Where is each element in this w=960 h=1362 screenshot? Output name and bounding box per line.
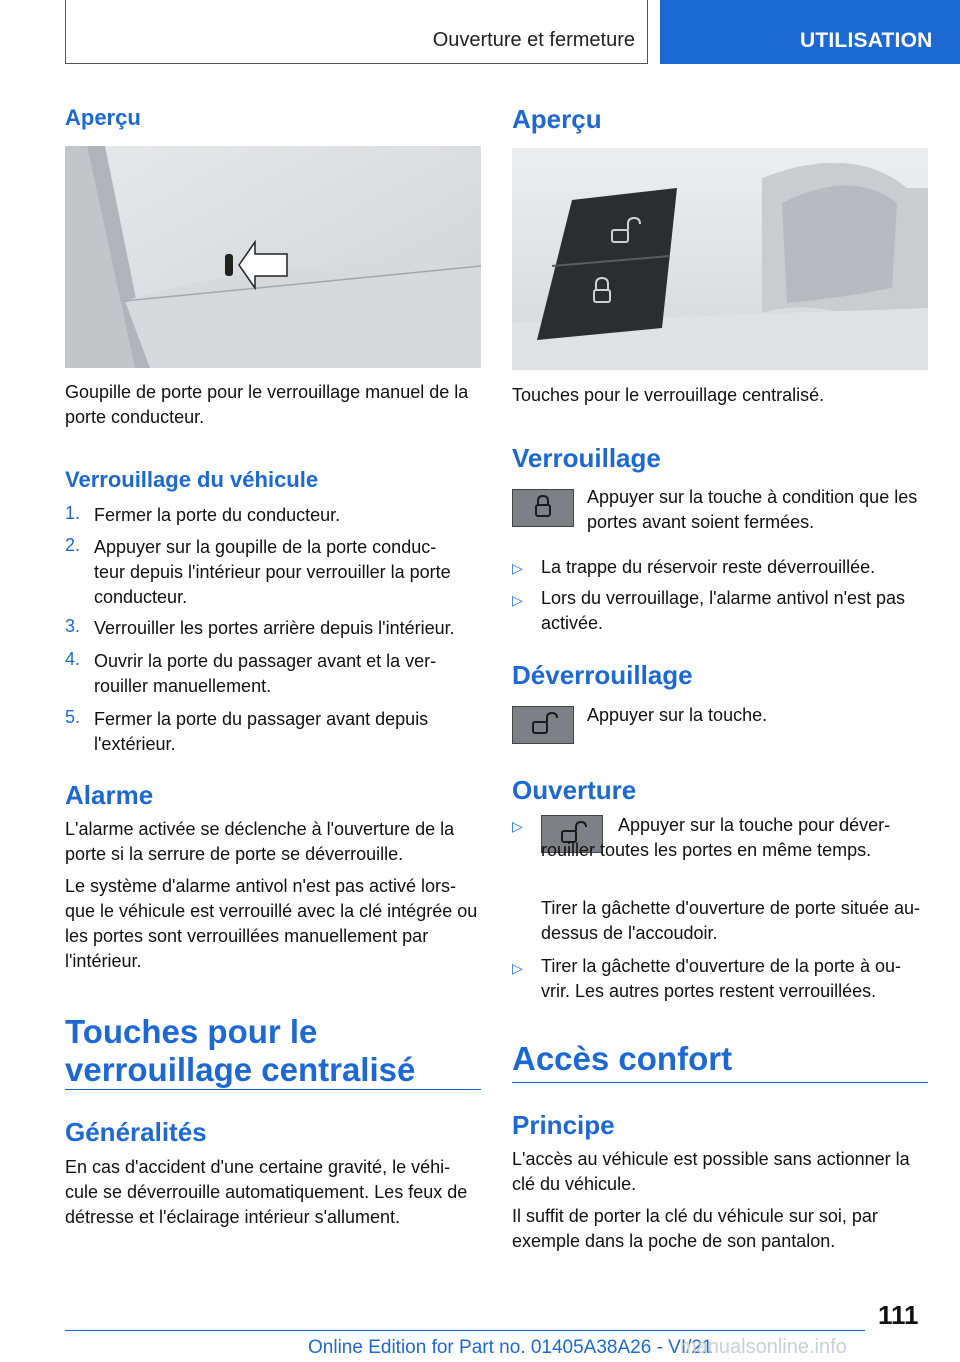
image-caption: Goupille de porte pour le verrouillage manuel de la porte conducteur. xyxy=(65,382,469,427)
step-number: 4. xyxy=(65,649,81,669)
unlock-instruction: Appuyer sur la touche. xyxy=(587,705,768,725)
principle-paragraph-1: L'accès au véhicule est possible sans actionner la clé du véhicule. xyxy=(512,1149,910,1194)
heading-rule xyxy=(512,1082,928,1083)
unlocking-heading: Déverrouillage xyxy=(512,660,693,690)
bullet-triangle-icon: ▷ xyxy=(512,818,523,834)
step-number: 3. xyxy=(65,616,81,636)
step-text: Fermer la porte du passager avant depuis l'extérieur. xyxy=(94,709,429,754)
opening-bullet: Tirer la gâchette d'ouverture de la porte à ou‐vrir. Les autres portes restent verrouillées. xyxy=(541,956,901,1001)
bullet-triangle-icon: ▷ xyxy=(512,960,523,976)
step-text: Appuyer sur la goupille de la porte conduc‐teur depuis l'intérieur pour verrouiller la porte conducteur. xyxy=(94,537,451,607)
page-number: 111 xyxy=(878,1300,919,1330)
header-section-box xyxy=(660,0,960,64)
lock-button-icon xyxy=(512,489,574,527)
edition-footer: Online Edition for Part no. 01405A38A26 - VI/21 xyxy=(308,1337,713,1358)
overview-heading: Aperçu xyxy=(65,105,141,130)
opening-bullet: Appuyer sur la touche pour déver‐rouiller toutes les portes en même temps. xyxy=(541,815,891,860)
alarm-paragraph-1: L'alarme activée se déclenche à l'ouverture de la porte si la serrure de porte se déverrouille. xyxy=(65,819,455,864)
step-text: Fermer la porte du conducteur. xyxy=(94,505,341,525)
overview-heading: Aperçu xyxy=(512,104,602,134)
header-chapter-box xyxy=(65,0,648,64)
unlock-button-icon xyxy=(512,706,574,744)
comfort-access-heading: Accès confort xyxy=(512,1040,733,1077)
lock-bullet: Lors du verrouillage, l'alarme antivol n'est pas activée. xyxy=(541,588,906,633)
locking-heading: Verrouillage xyxy=(512,443,661,473)
watermark: manualsonline.info xyxy=(680,1336,847,1358)
step-number: 1. xyxy=(65,503,81,523)
general-paragraph: En cas d'accident d'une certaine gravité, le véhi‐cule se déverrouille automatiquement. Les feux de détresse et l'éclairage intérieur s'allument. xyxy=(65,1157,468,1227)
alarm-paragraph-2: Le système d'alarme antivol n'est pas activé lors‐que le véhicule est verrouillé avec la clé intégrée ou les portes sont verrouillées manuellement par l'intérieur. xyxy=(65,876,478,971)
principle-paragraph-2: Il suffit de porter la clé du véhicule sur soi, par exemple dans la poche de son pantalon. xyxy=(512,1206,878,1251)
step-text: Verrouiller les portes arrière depuis l'intérieur. xyxy=(94,618,455,638)
lock-vehicle-heading: Verrouillage du véhicule xyxy=(65,467,319,492)
principle-heading: Principe xyxy=(512,1110,615,1140)
section-title: UTILISATION xyxy=(800,29,933,52)
door-pin-image xyxy=(65,146,481,368)
heading-rule xyxy=(65,1089,481,1090)
lock-instruction: Appuyer sur la touche à condition que les portes avant soient fermées. xyxy=(587,487,918,532)
opening-bullet-continuation: Tirer la gâchette d'ouverture de porte située au-dessus de l'accoudoir. xyxy=(541,898,920,943)
lock-bullet: La trappe du réservoir reste déverrouillée. xyxy=(541,557,876,577)
alarm-heading: Alarme xyxy=(65,780,154,810)
chapter-title: Ouverture et fermeture xyxy=(432,29,635,51)
lock-buttons-image xyxy=(512,148,928,370)
opening-heading: Ouverture xyxy=(512,775,637,805)
steps-list xyxy=(65,503,482,758)
step-number: 5. xyxy=(65,707,81,727)
general-heading: Généralités xyxy=(65,1117,207,1147)
bullet-triangle-icon: ▷ xyxy=(512,560,523,576)
step-text: Ouvrir la porte du passager avant et la ver‐rouiller manuellement. xyxy=(94,651,437,696)
step-number: 2. xyxy=(65,535,81,555)
central-locking-heading: Touches pour le verrouillage centralisé xyxy=(65,1013,416,1088)
image-caption: Touches pour le verrouillage centralisé. xyxy=(512,385,825,405)
footer-rule xyxy=(65,1330,865,1331)
bullet-triangle-icon: ▷ xyxy=(512,592,523,608)
